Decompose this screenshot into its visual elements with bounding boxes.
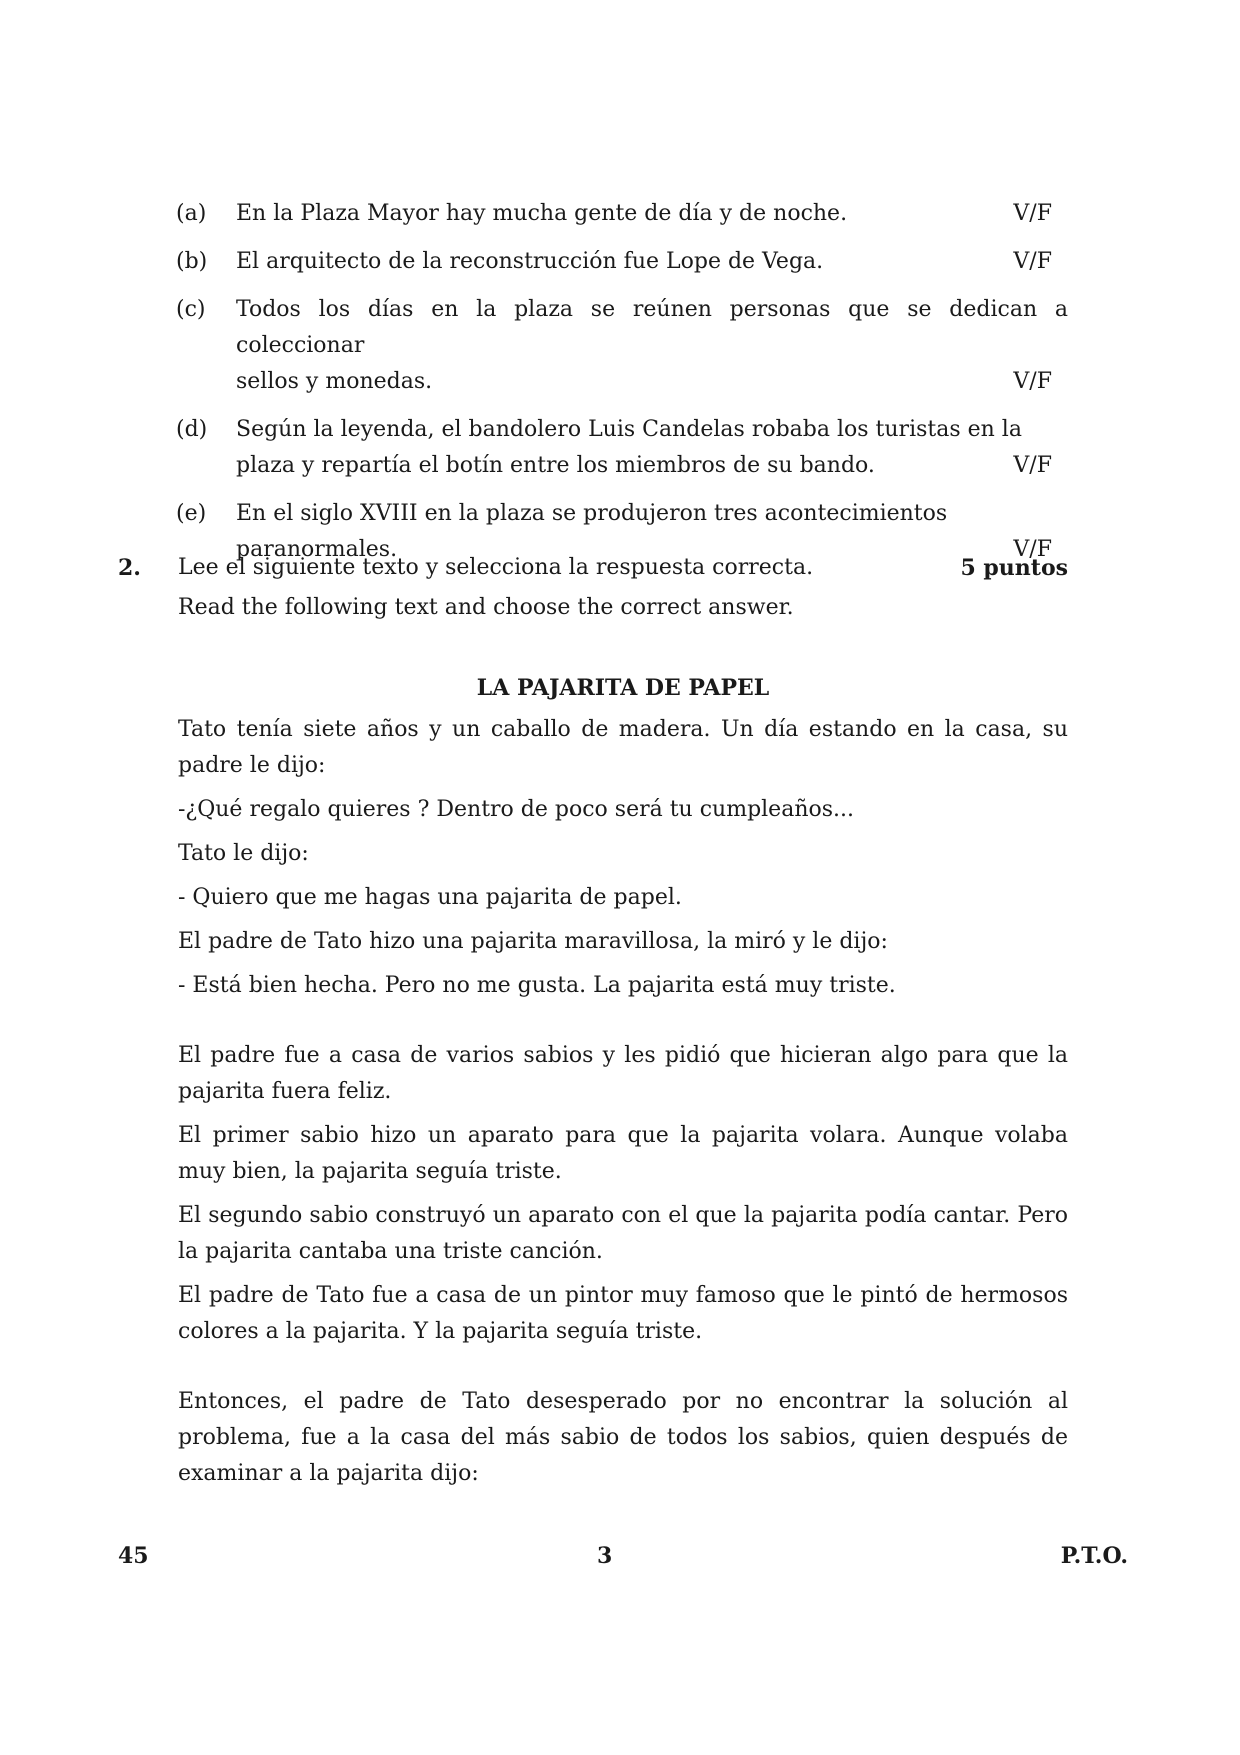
story-paragraph: Entonces, el padre de Tato desesperado por no encontrar la solución al problema, fue a la casa del más sabio de todos los sabios, quien después de examinar a la pajarita dijo: [178,1389,1068,1486]
story-title: LA PAJARITA DE PAPEL [476,675,770,701]
vf-marker: V/F [1013,537,1052,562]
tf-item-d [176,412,1068,484]
tf-item-c [176,292,1068,400]
item-text: Todos los días en la plaza se reúnen personas que se dedican a coleccionar [236,297,1068,358]
please-turn-over: P.T.O. [1060,1543,1128,1569]
item-text-continued: paranormales. [236,537,398,562]
item-letter: (d) [176,417,208,442]
question-2 [118,548,1068,628]
points-label: 5 puntos [960,555,1068,581]
story-paragraph: - Está bien hecha. Pero no me gusta. La pajarita está muy triste. [178,973,896,998]
item-letter: (b) [176,249,208,274]
tf-item-b [176,244,1068,280]
tf-item-a [176,196,1068,232]
vf-marker: V/F [1013,249,1052,274]
item-letter: (c) [176,297,206,322]
page-footer [118,1536,1128,1576]
question-number: 2. [118,555,141,581]
story-text [178,712,1068,1500]
true-false-list [176,196,1068,580]
item-text: El arquitecto de la reconstrucción fue Lope de Vega. [236,249,824,274]
story-paragraph: Tato tenía siete años y un caballo de madera. Un día estando en la casa, su padre le dijo: [178,717,1068,778]
story-paragraph: El padre de Tato hizo una pajarita maravillosa, la miró y le dijo: [178,929,888,954]
item-letter: (e) [176,501,207,526]
item-text: En la Plaza Mayor hay mucha gente de día y de noche. [236,201,848,226]
item-text-continued: sellos y monedas. [236,369,433,394]
story-paragraph: Tato le dijo: [178,841,309,866]
story-paragraph: El segundo sabio construyó un aparato con el que la pajarita podía cantar. Pero la pajarita cantaba una triste canción. [178,1203,1068,1264]
item-text: Según la leyenda, el bandolero Luis Candelas robaba los turistas en la [236,417,1022,442]
vf-marker: V/F [1013,369,1052,394]
instruction-spanish: Lee el siguiente texto y selecciona la respuesta correcta. [178,555,814,580]
story-paragraph: El padre fue a casa de varios sabios y les pidió que hicieran algo para que la pajarita fuera feliz. [178,1043,1068,1104]
item-text: En el siglo XVIII en la plaza se produjeron tres acontecimientos [236,501,948,526]
item-letter: (a) [176,201,207,226]
page-number: 3 [597,1543,613,1569]
vf-marker: V/F [1013,453,1052,478]
story-paragraph: - Quiero que me hagas una pajarita de papel. [178,885,682,910]
item-text-continued: plaza y repartía el botín entre los miembros de su bando. [236,453,875,478]
instruction-english: Read the following text and choose the correct answer. [178,595,794,620]
vf-marker: V/F [1013,201,1052,226]
story-paragraph: El padre de Tato fue a casa de un pintor muy famoso que le pintó de hermosos colores a la pajarita. Y la pajarita seguía triste. [178,1283,1068,1344]
paper-code: 45 [118,1543,149,1569]
story-paragraph: -¿Qué regalo quieres ? Dentro de poco será tu cumpleaños... [178,797,855,822]
story-paragraph: El primer sabio hizo un aparato para que la pajarita volara. Aunque volaba muy bien, la pajarita seguía triste. [178,1123,1068,1184]
